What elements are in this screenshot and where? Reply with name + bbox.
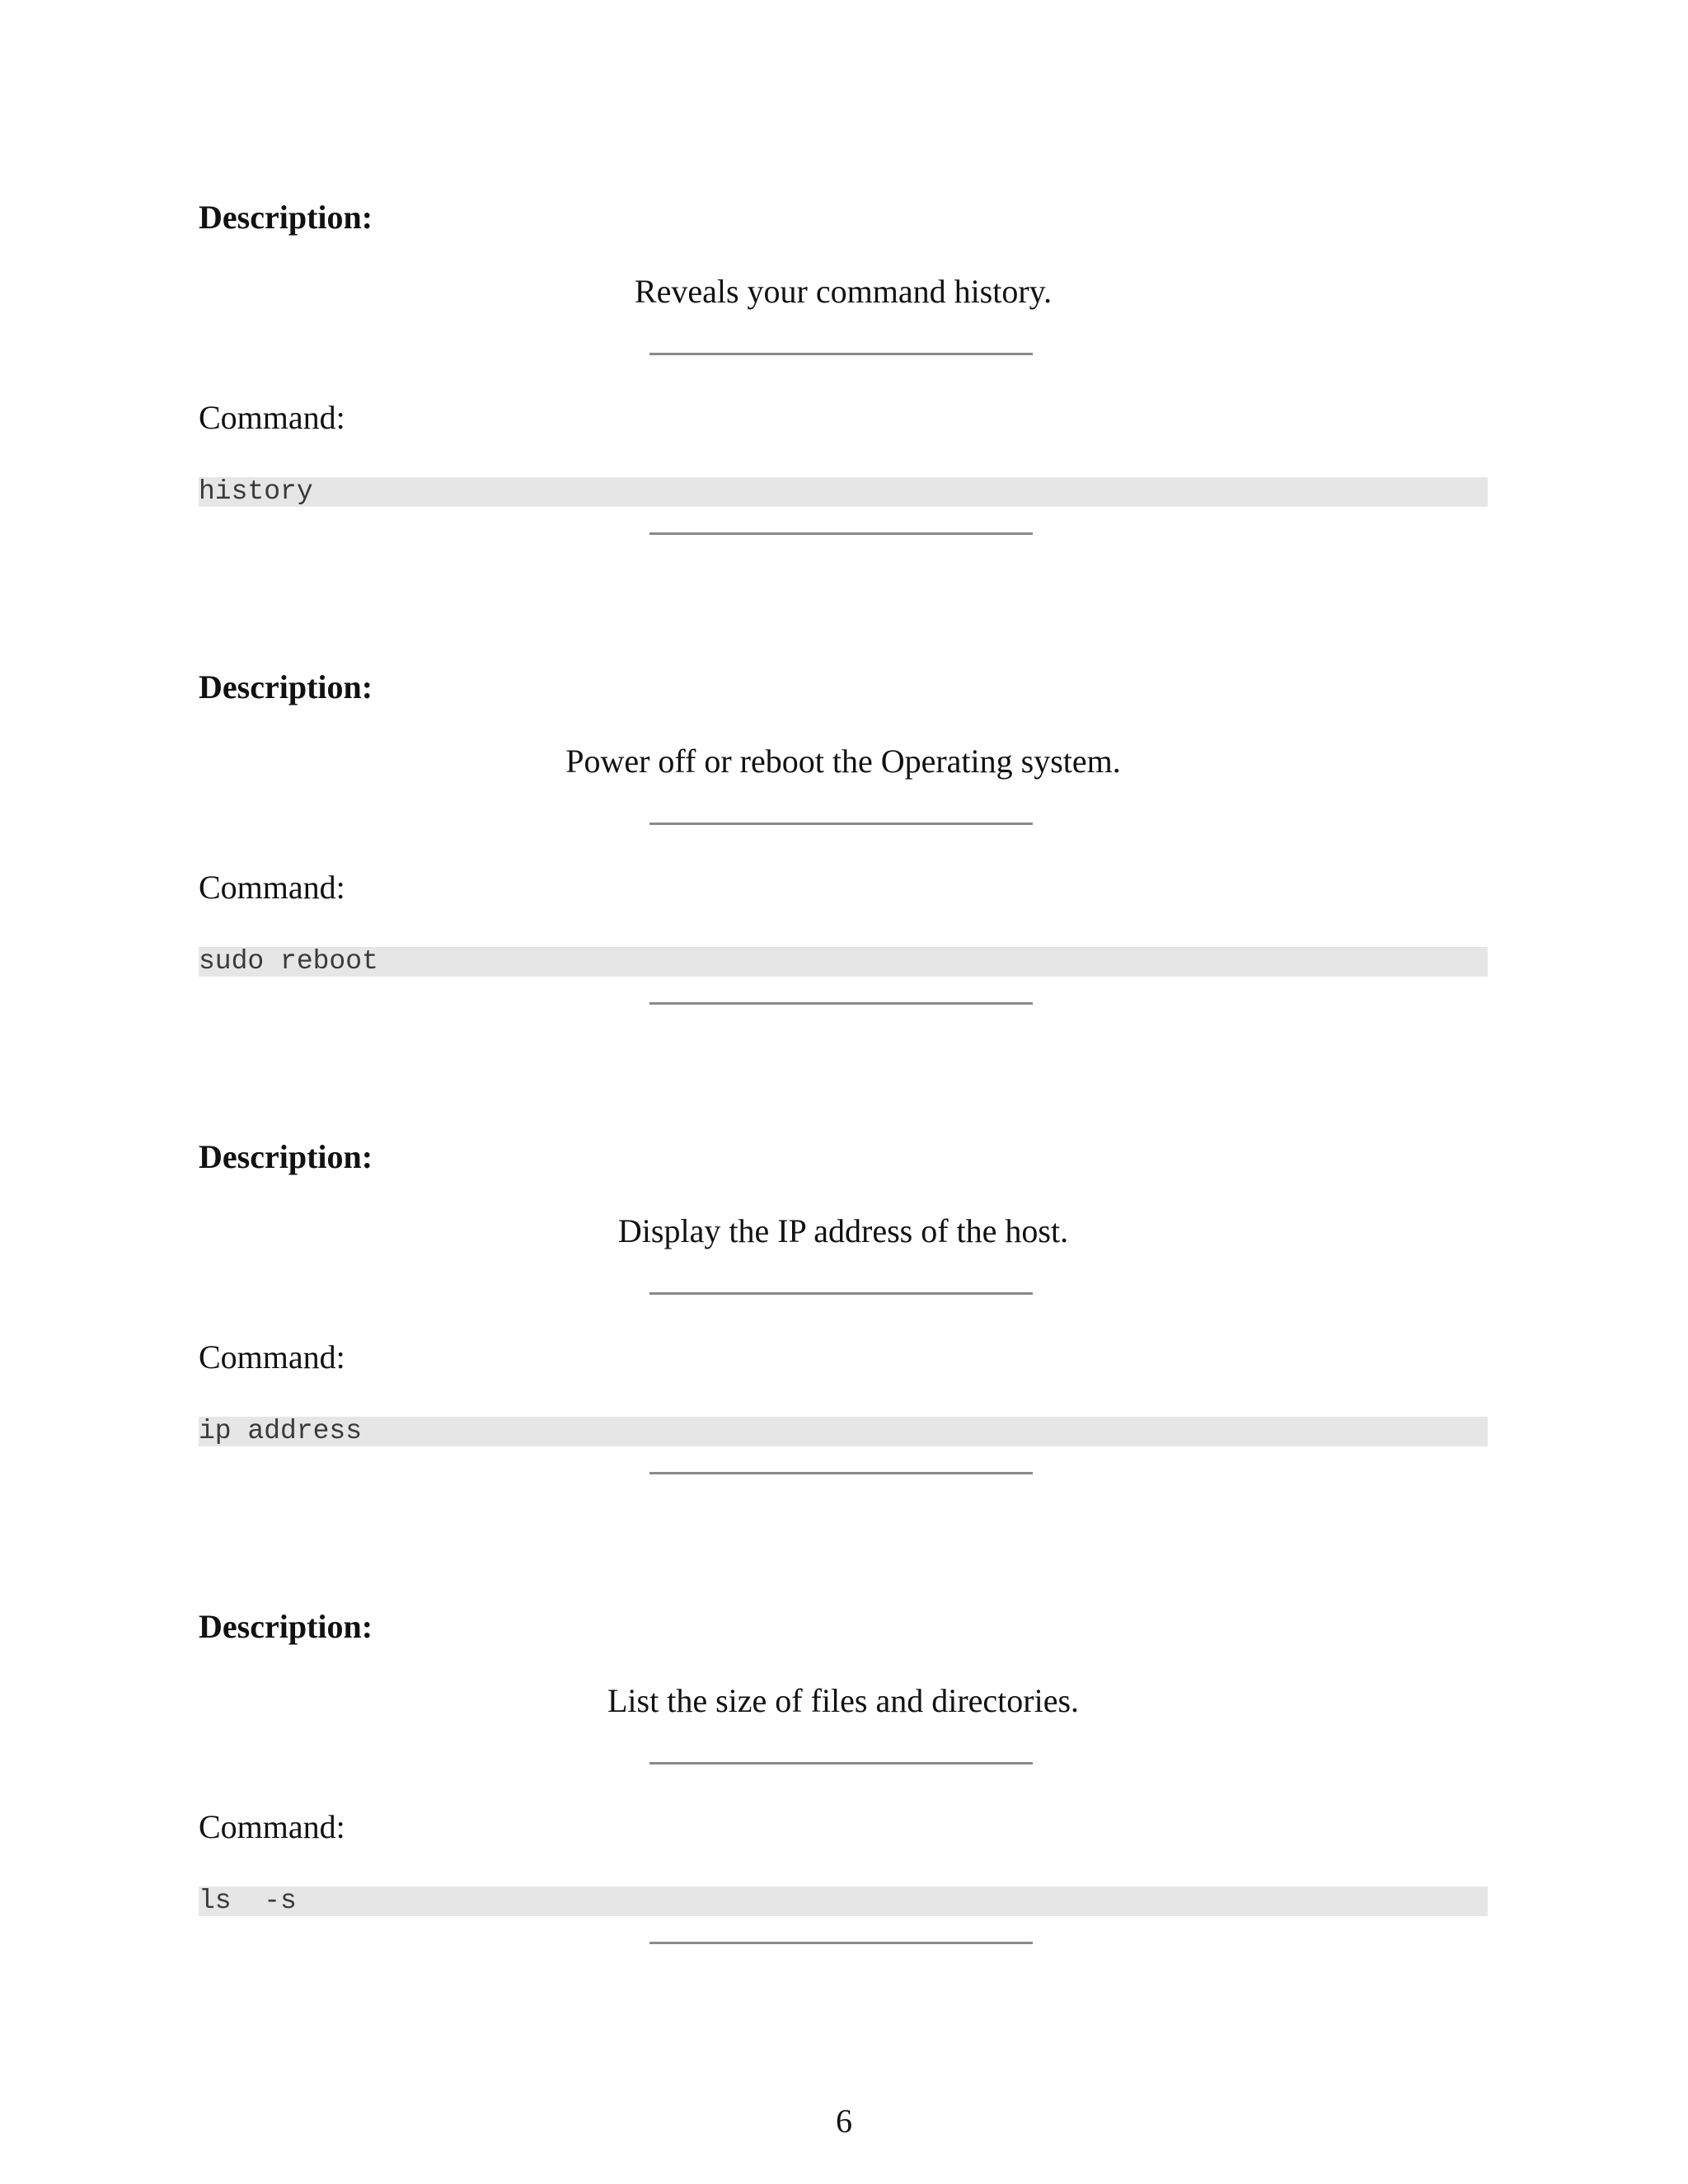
command-code: ip address	[199, 1417, 1488, 1446]
description-text: List the size of files and directories.	[607, 1682, 1080, 1719]
command-entry	[0, 1409, 1688, 1916]
command-label: Command:	[199, 399, 345, 436]
command-label: Command:	[199, 869, 345, 906]
divider-line	[649, 1942, 1033, 1944]
command-code: ls -s	[199, 1886, 1488, 1916]
command-label: Command:	[199, 1338, 345, 1376]
description-label: Description:	[199, 199, 373, 236]
description-text: Reveals your command history.	[634, 273, 1053, 310]
command-entry	[0, 470, 1688, 977]
description-text: Power off or reboot the Operating system.	[565, 743, 1121, 780]
divider-line	[649, 823, 1033, 825]
divider-line	[649, 353, 1033, 355]
command-label: Command:	[199, 1808, 345, 1845]
page-number: 6	[836, 2102, 852, 2139]
description-label: Description:	[199, 1138, 373, 1175]
command-entry	[0, 940, 1688, 1446]
command-code: history	[199, 477, 1488, 507]
description-text: Display the IP address of the host.	[617, 1212, 1069, 1249]
description-label: Description:	[199, 1608, 373, 1645]
divider-line	[649, 1762, 1033, 1765]
description-label: Description:	[199, 668, 373, 705]
command-entry	[0, 0, 1688, 507]
divider-line	[649, 1292, 1033, 1295]
command-code: sudo reboot	[199, 947, 1488, 977]
